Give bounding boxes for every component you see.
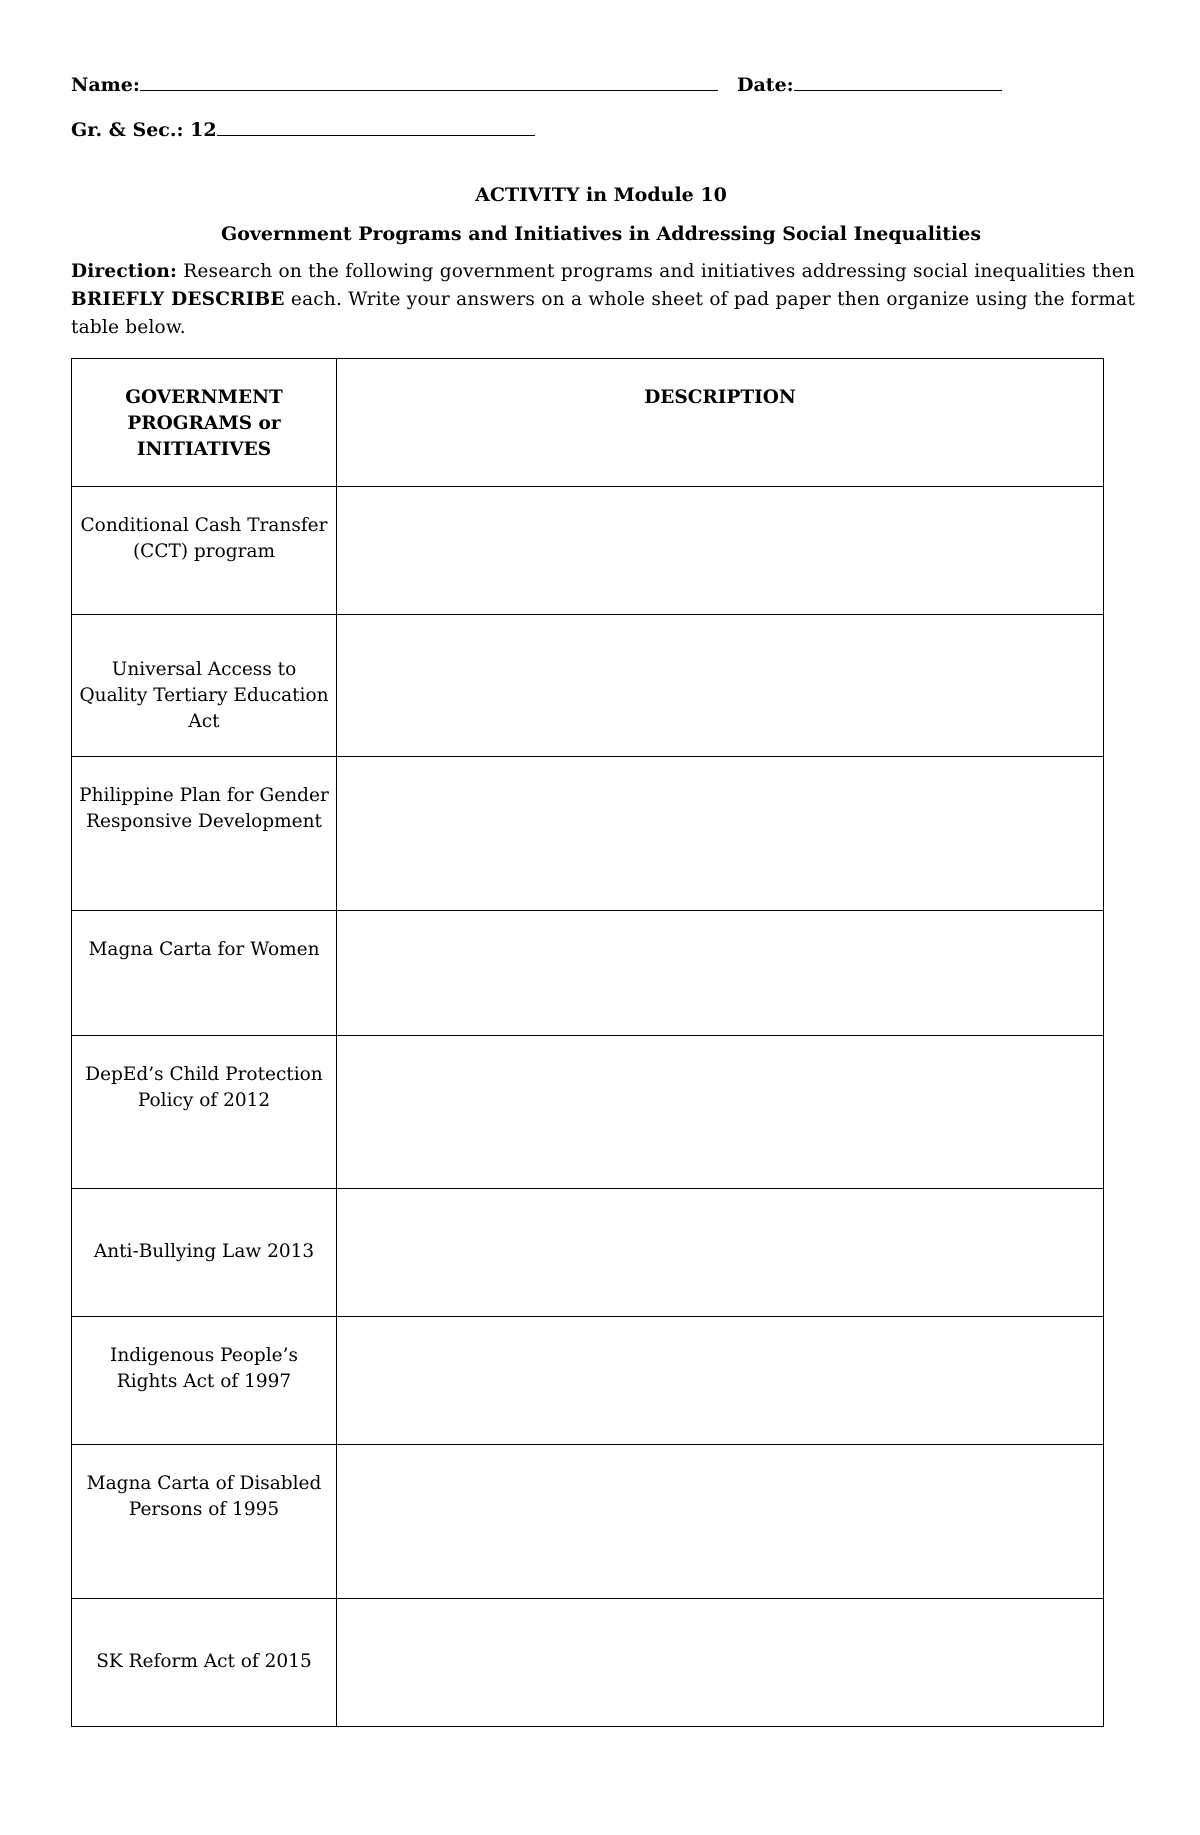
table-row bbox=[72, 1599, 1104, 1727]
direction-text-part2: each. Write your answers on a whole sheet of pad paper then organize using the format table below. bbox=[71, 289, 1135, 338]
program-cell: DepEd’s Child Protection Policy of 2012 bbox=[72, 1036, 337, 1189]
direction-label: Direction: bbox=[71, 261, 178, 282]
program-cell: Conditional Cash Transfer (CCT) program bbox=[72, 487, 337, 615]
activity-title: ACTIVITY in Module 10 bbox=[475, 184, 727, 206]
program-cell: Anti-Bullying Law 2013 bbox=[72, 1189, 337, 1317]
grade-section-input-line[interactable] bbox=[217, 117, 535, 136]
description-cell[interactable] bbox=[337, 1599, 1104, 1727]
program-cell: Universal Access to Quality Tertiary Education Act bbox=[72, 615, 337, 757]
table-header-row bbox=[72, 359, 1104, 487]
description-cell[interactable] bbox=[337, 1189, 1104, 1317]
program-cell: Indigenous People’s Rights Act of 1997 bbox=[72, 1317, 337, 1445]
program-cell: Magna Carta for Women bbox=[72, 911, 337, 1036]
program-cell: Philippine Plan for Gender Responsive Development bbox=[72, 757, 337, 911]
header-programs: GOVERNMENT PROGRAMS or INITIATIVES bbox=[72, 359, 337, 487]
name-label: Name: bbox=[71, 74, 140, 96]
table-row bbox=[72, 757, 1104, 911]
header-description: DESCRIPTION bbox=[337, 359, 1104, 487]
description-cell[interactable] bbox=[337, 757, 1104, 911]
date-label: Date: bbox=[737, 74, 794, 96]
activity-subtitle: Government Programs and Initiatives in Addressing Social Inequalities bbox=[220, 223, 982, 245]
direction-emphasis: BRIEFLY DESCRIBE bbox=[71, 289, 285, 310]
table-row bbox=[72, 615, 1104, 757]
program-cell: SK Reform Act of 2015 bbox=[72, 1599, 337, 1727]
program-cell: Magna Carta of Disabled Persons of 1995 bbox=[72, 1445, 337, 1599]
description-cell[interactable] bbox=[337, 1445, 1104, 1599]
grade-section-label: Gr. & Sec.: bbox=[71, 119, 184, 141]
date-input-line[interactable] bbox=[794, 72, 1002, 91]
direction-paragraph bbox=[71, 258, 1135, 342]
date-field-row bbox=[737, 72, 1002, 96]
programs-table bbox=[71, 358, 1104, 1727]
grade-section-field-row bbox=[71, 117, 535, 141]
table-row bbox=[72, 1445, 1104, 1599]
table-row bbox=[72, 487, 1104, 615]
description-cell[interactable] bbox=[337, 615, 1104, 757]
name-input-line[interactable] bbox=[140, 72, 718, 91]
description-cell[interactable] bbox=[337, 1317, 1104, 1445]
table-row bbox=[72, 1317, 1104, 1445]
table-row bbox=[72, 1189, 1104, 1317]
description-cell[interactable] bbox=[337, 911, 1104, 1036]
table-row bbox=[72, 911, 1104, 1036]
direction-text-part1: Research on the following government programs and initiatives addressing social inequalities then bbox=[183, 261, 1135, 282]
grade-section-value: 12 bbox=[190, 119, 217, 141]
description-cell[interactable] bbox=[337, 487, 1104, 615]
description-cell[interactable] bbox=[337, 1036, 1104, 1189]
name-field-row bbox=[71, 72, 718, 96]
table-row bbox=[72, 1036, 1104, 1189]
